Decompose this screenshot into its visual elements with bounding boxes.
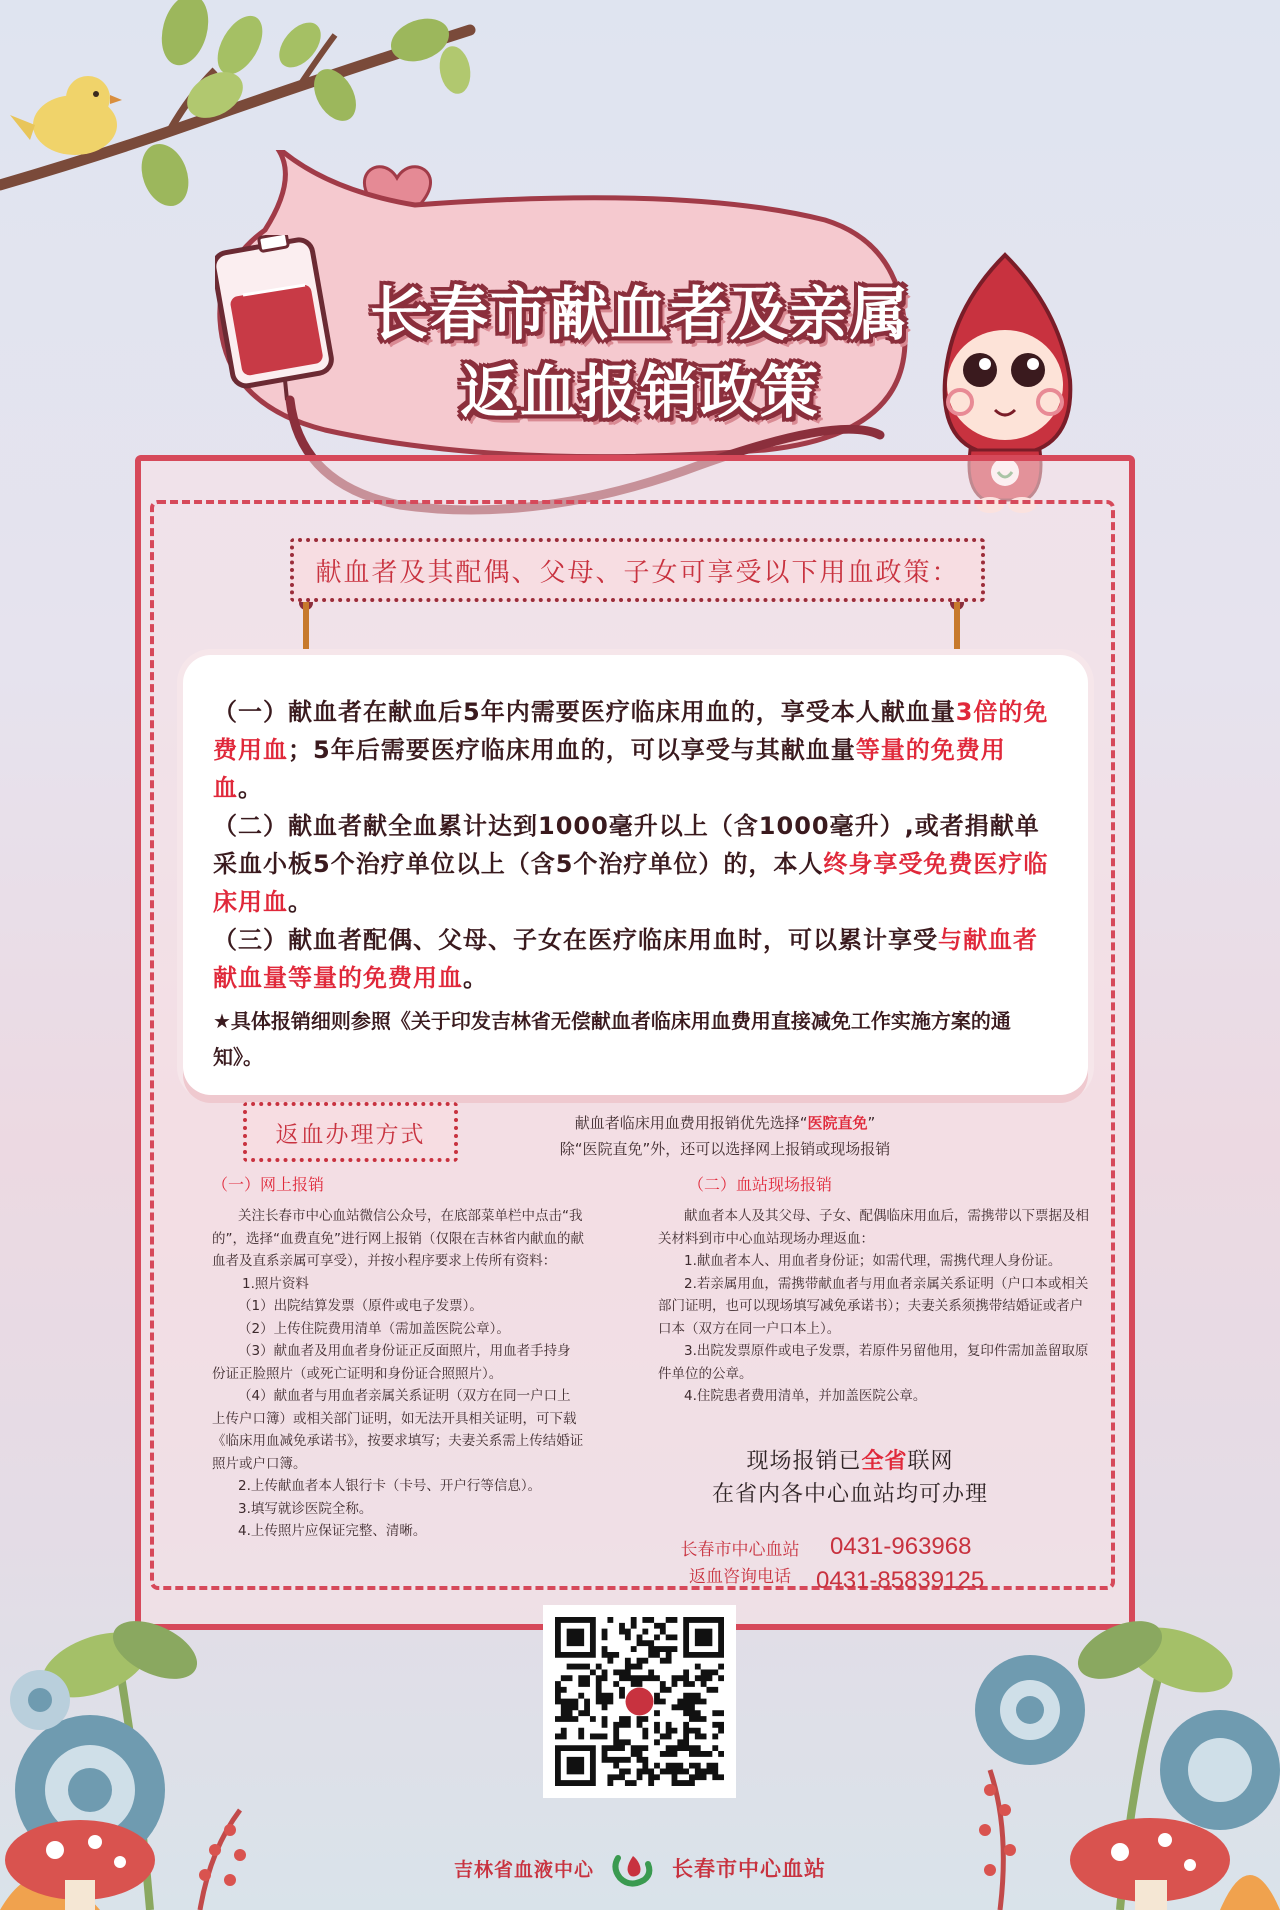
method-heading-label: 返血办理方式: [243, 1102, 458, 1162]
method-intro-line-2: 除“医院直免”外，还可以选择网上报销或现场报销: [559, 1140, 891, 1158]
title-line-2: 返血报销政策: [459, 358, 820, 426]
phone-number-1[interactable]: 0431-963968: [830, 1533, 972, 1560]
onsite-item-3: 3.出院发票原件或电子发票，若原件另留他用，复印件需加盖留取原件单位的公章。: [658, 1343, 1089, 1382]
page-title: [320, 275, 960, 431]
policy-1-text-a: （一）献血者在献血后5年内需要医疗临床用血的，享受本人献血量: [213, 698, 956, 726]
policy-2-text-a: （二）献血者献全血累计达到1000毫升以上（含1000毫升）,或者捐献单采血小板5个治疗单位以上（含5个治疗单位）的，本人: [213, 812, 1040, 878]
onsite-section-title: （二）血站现场报销: [688, 1175, 833, 1194]
policy-3-text-b: 。: [463, 964, 488, 992]
policy-item-2: [213, 807, 1054, 921]
policy-heading-label: 献血者及其配偶、父母、子女可享受以下用血政策：: [290, 538, 985, 602]
policy-2-highlight: 终身享受免费医疗临床用血: [213, 850, 1049, 916]
policy-1-highlight-a: 3倍的免费用血: [213, 698, 1049, 764]
method-intro-text-a: 献血者临床用血费用报销优先选择“: [574, 1114, 808, 1132]
method-intro: [505, 1110, 945, 1162]
online-item-6: 2.上传献血者本人银行卡（卡号、开户行等信息）。: [238, 1478, 542, 1494]
phone-number-2[interactable]: 0431-85839125: [816, 1567, 985, 1594]
policy-2-text-b: 。: [288, 888, 313, 916]
slogan-text-b: 联网: [907, 1449, 954, 1474]
method-intro-text-b: ”: [867, 1114, 876, 1132]
policy-1-text-b: ；5年后需要医疗临床用血的，可以享受与其献血量: [288, 736, 856, 764]
online-section-title: （一）网上报销: [212, 1175, 325, 1194]
online-item-2: （1）出院结算发票（原件或电子发票）。: [238, 1298, 483, 1314]
online-item-5: （4）献血者与用血者亲属关系证明（双方在同一户口上上传户口簿）或相关部门证明，如无法开具相关证明，可下载《临床用血减免承诺书》，按要求填写；夫妻关系需上传结婚证照片或户口簿。: [212, 1388, 584, 1472]
onsite-item-4: 4.住院患者费用清单，并加盖医院公章。: [684, 1388, 927, 1404]
policy-item-1: [213, 693, 1054, 807]
network-slogan: [660, 1445, 1040, 1511]
online-reimbursement-section: [212, 1172, 584, 1543]
footer-org-left: 吉林省血液中心: [453, 1858, 594, 1881]
onsite-intro: 献血者本人及其父母、子女、配偶临床用血后，需携带以下票据及相关材料到市中心血站现场办理返血：: [658, 1208, 1089, 1247]
online-item-8: 4.上传照片应保证完整、清晰。: [238, 1523, 427, 1539]
online-item-7: 3.填写就诊医院全称。: [238, 1500, 373, 1517]
method-intro-highlight: 医院直免: [807, 1114, 868, 1132]
slogan-line-2: 在省内各中心血站均可办理: [711, 1482, 988, 1507]
slogan-highlight: 全省: [861, 1449, 908, 1474]
hotline-numbers: [816, 1530, 1050, 1598]
slogan-text-a: 现场报销已: [746, 1449, 862, 1474]
policy-card: [183, 655, 1088, 1095]
online-item-4: （3）献血者及用血者身份证正反面照片，用血者手持身份证正脸照片（或死亡证明和身份证合照照片）。: [212, 1343, 571, 1382]
policy-1-highlight-b: 等量的免费用血: [213, 736, 1006, 802]
footer: [0, 1848, 1280, 1888]
policy-1-text-c: 。: [238, 774, 263, 802]
policy-3-text-a: （三）献血者配偶、父母、子女在医疗临床用血时，可以累计享受: [213, 926, 938, 954]
qr-code[interactable]: [543, 1605, 736, 1798]
policy-note: ★具体报销细则参照《关于印发吉林省无偿献血者临床用血费用直接减免工作实施方案的通知》。: [213, 1009, 1011, 1069]
onsite-item-1: 1.献血者本人、用血者身份证；如需代理，需携代理人身份证。: [684, 1253, 1062, 1269]
footer-org-right: 长春市中心血站: [672, 1857, 826, 1881]
online-item-3: （2）上传住院费用清单（需加盖医院公章）。: [238, 1320, 510, 1337]
policy-item-3: [213, 921, 1054, 997]
blood-bag-icon: [215, 235, 335, 405]
qr-code-image: [555, 1617, 724, 1786]
policy-3-highlight: 与献血者献血量等量的免费用血: [213, 926, 1038, 992]
blood-center-logo-icon: [610, 1848, 656, 1888]
online-intro: 关注长春市中心血站微信公众号，在底部菜单栏中点击“我的”，选择“血费直免”进行网上报销（仅限在吉林省内献血的献血者及直系亲属可享受），并按小程序要求上传所有资料：: [212, 1208, 584, 1269]
onsite-reimbursement-section: [658, 1172, 1090, 1408]
online-item-1: 1.照片资料: [242, 1275, 309, 1292]
hotline-label-2: 返血咨询电话: [689, 1567, 791, 1587]
onsite-item-2: 2.若亲属用血，需携带献血者与用血者亲属关系证明（户口本或相关部门证明，也可以现场填写减免承诺书）；夫妻关系须携带结婚证或者户口本（双方在同一户口本上）。: [658, 1275, 1089, 1337]
hotline-label: [660, 1537, 820, 1591]
title-line-1: 长春市献血者及亲属: [369, 280, 910, 348]
hotline-label-1: 长春市中心血站: [680, 1540, 800, 1560]
